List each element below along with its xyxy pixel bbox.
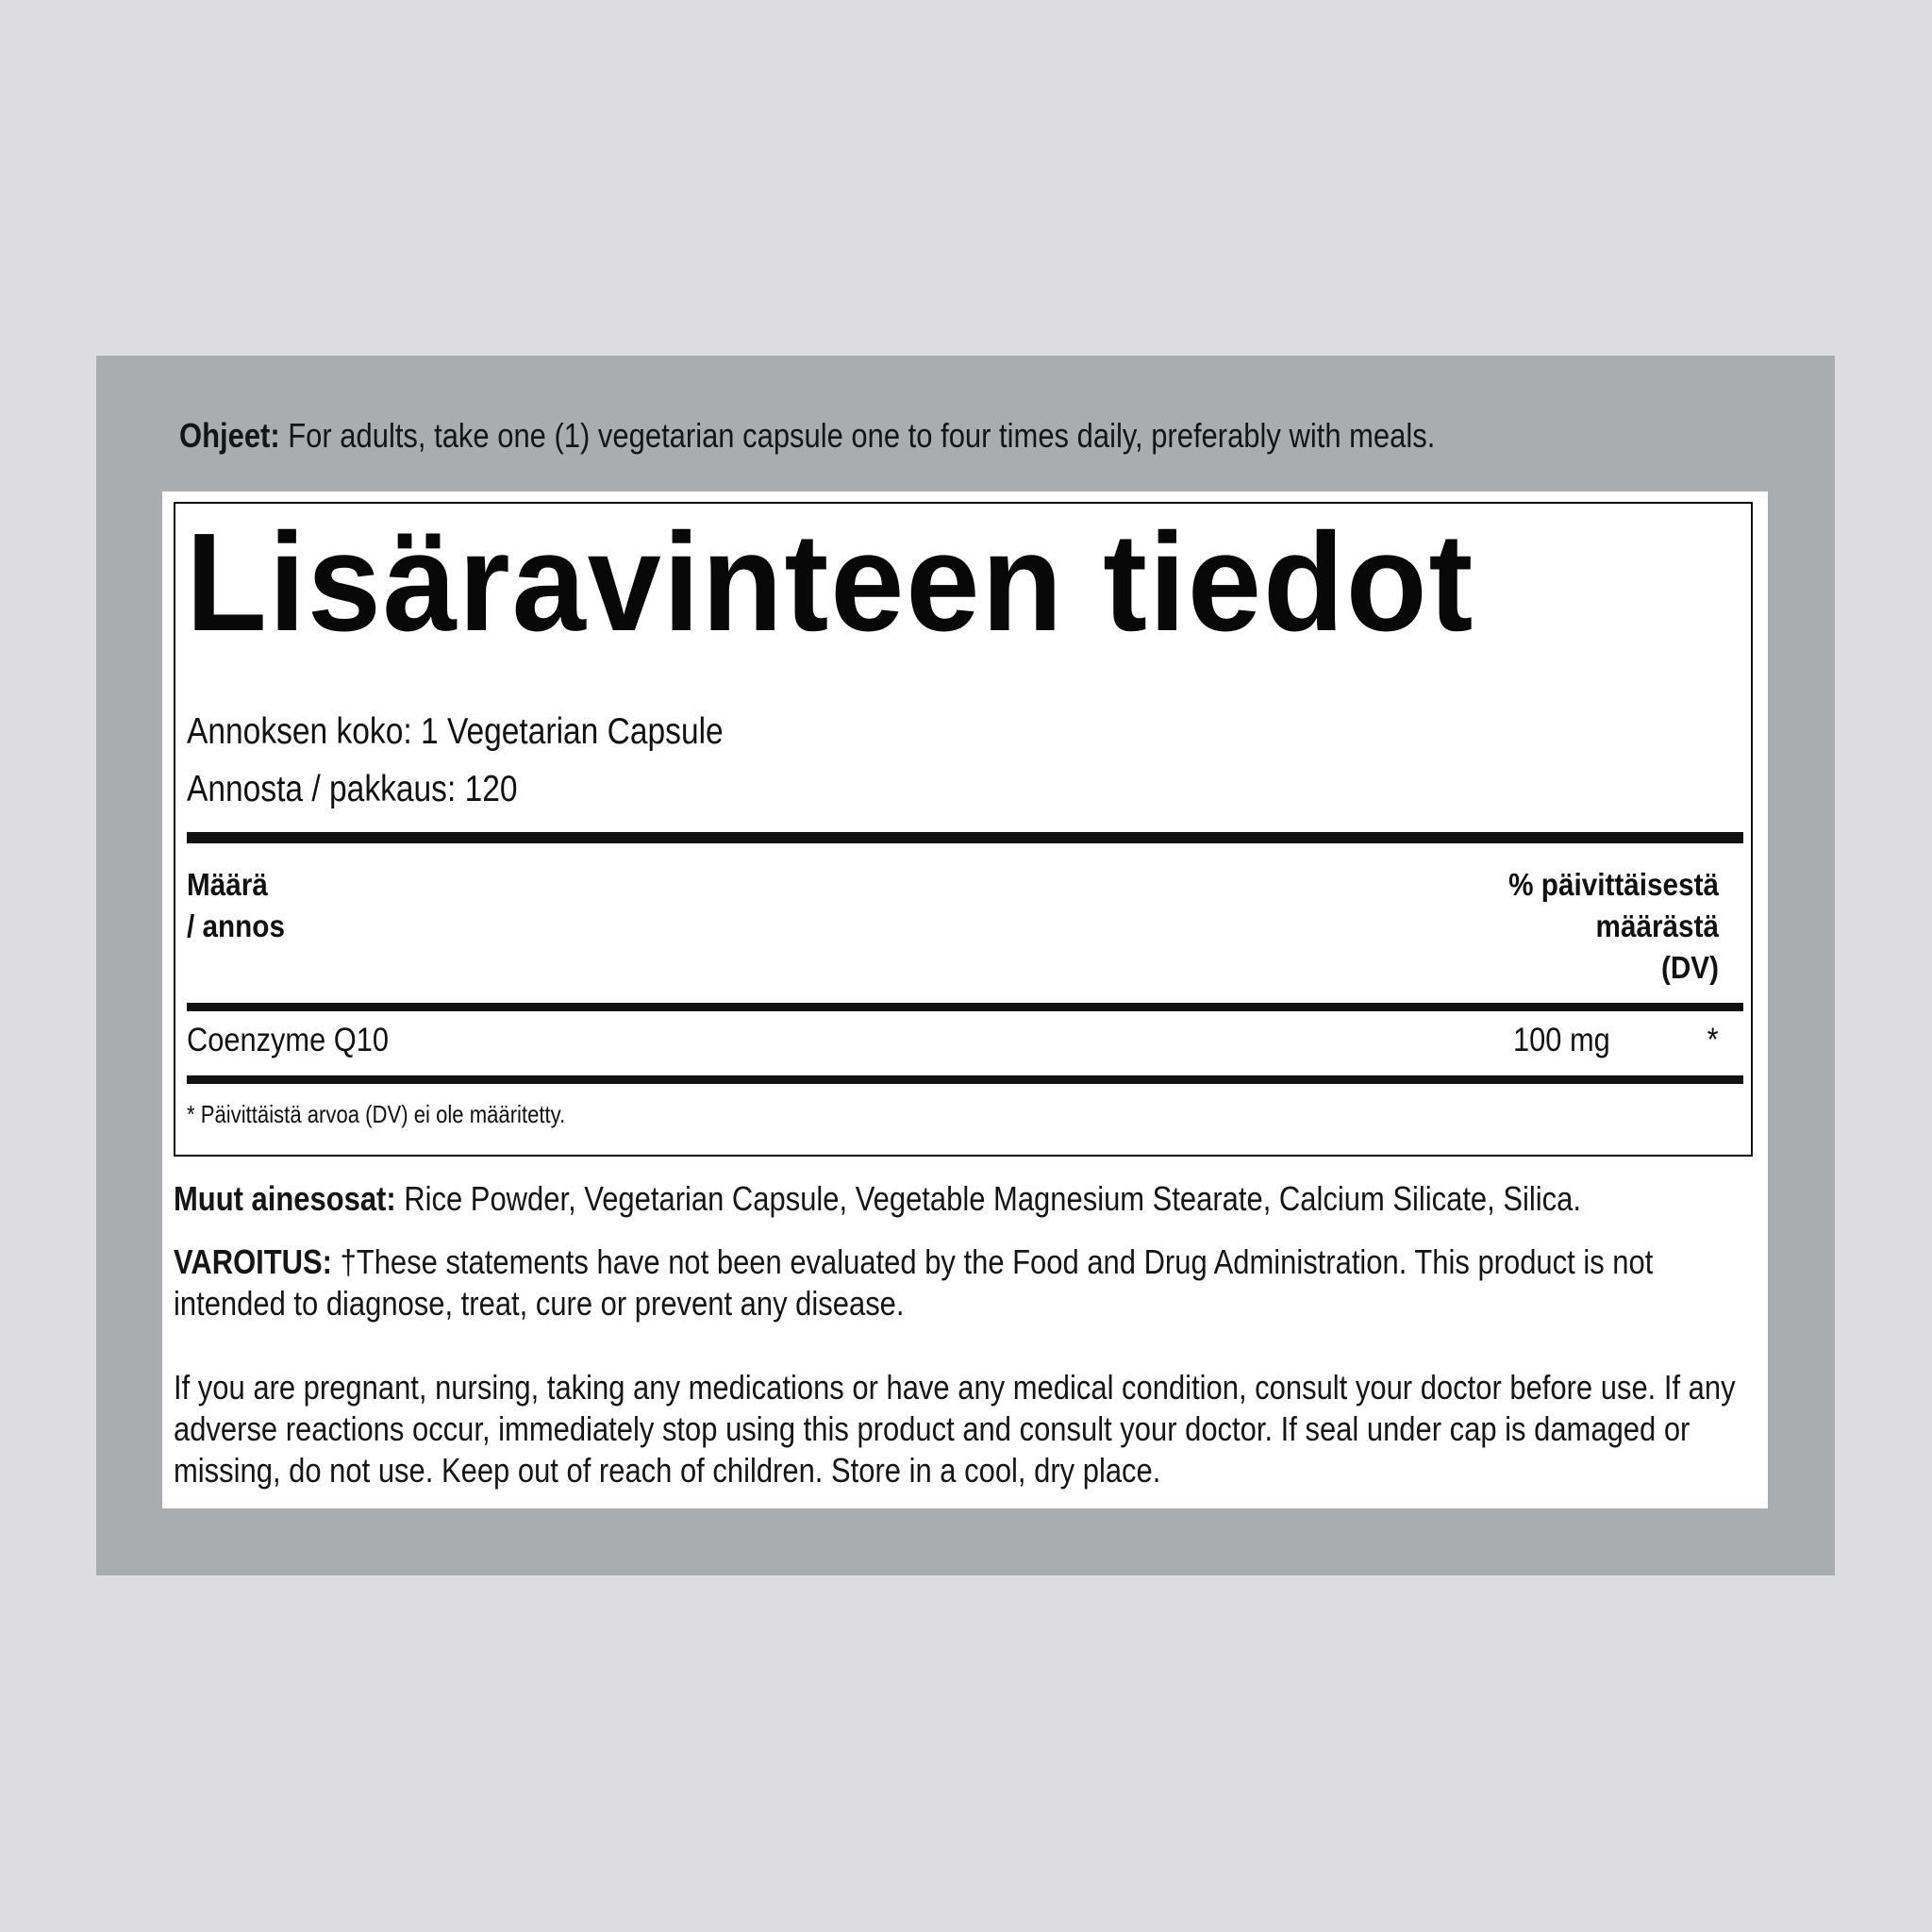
daily-value-heading-line-2: määrästä — [1595, 908, 1719, 943]
amount-heading-line-2: / annos — [187, 908, 285, 943]
other-ingredients — [174, 1178, 1772, 1220]
daily-value-heading-line-3: (DV) — [1660, 950, 1719, 985]
daily-value-heading — [1447, 864, 1719, 989]
other-ingredients-label: Muut ainesosat: — [174, 1179, 396, 1218]
supplement-label-panel — [96, 356, 1835, 1575]
directions-text — [179, 416, 1436, 455]
amount-heading-line-1: Määrä — [187, 867, 268, 902]
thick-divider — [187, 832, 1743, 843]
daily-value-heading-line-1: % päivittäisestä — [1508, 867, 1719, 902]
nutrient-daily-value: * — [1707, 1022, 1719, 1058]
bottom-divider — [187, 1075, 1743, 1084]
directions-label: Ohjeet: — [179, 416, 280, 455]
caution-statement: If you are pregnant, nursing, taking any medications or have any medical condition, consult your doctor before use. If any adverse reactions occur, immediately stop using this product and consult your doctor. If seal under cap is damaged or missing, do not use. Keep out of reach of children. Store in a cool, dry place. — [174, 1368, 1736, 1490]
servings-per-container: Annosta / pakkaus: 120 — [187, 769, 518, 809]
supplement-facts-title: Lisäravinteen tiedot — [186, 505, 1475, 660]
warning-statement — [174, 1241, 1772, 1324]
warning-label: VAROITUS: — [174, 1242, 332, 1281]
medium-divider — [187, 1003, 1743, 1011]
serving-size: Annoksen koko: 1 Vegetarian Capsule — [187, 711, 724, 752]
other-ingredients-text: Rice Powder, Vegetarian Capsule, Vegetable Magnesium Stearate, Calcium Silicate, Silica. — [395, 1179, 1581, 1218]
supplement-facts-box — [174, 502, 1753, 1157]
directions-body: For adults, take one (1) vegetarian capsule one to four times daily, preferably with meals. — [279, 416, 1436, 455]
warning-text: †These statements have not been evaluated by the Food and Drug Administration. This product is not intended to diagnose, treat, cure or prevent any disease. — [174, 1242, 1654, 1323]
label-card — [162, 491, 1768, 1508]
nutrient-amount: 100 mg — [1513, 1022, 1610, 1058]
nutrient-name: Coenzyme Q10 — [187, 1022, 389, 1058]
amount-per-serving-heading — [187, 864, 323, 947]
daily-value-footnote: * Päivittäistä arvoa (DV) ei ole määritetty. — [187, 1100, 566, 1128]
